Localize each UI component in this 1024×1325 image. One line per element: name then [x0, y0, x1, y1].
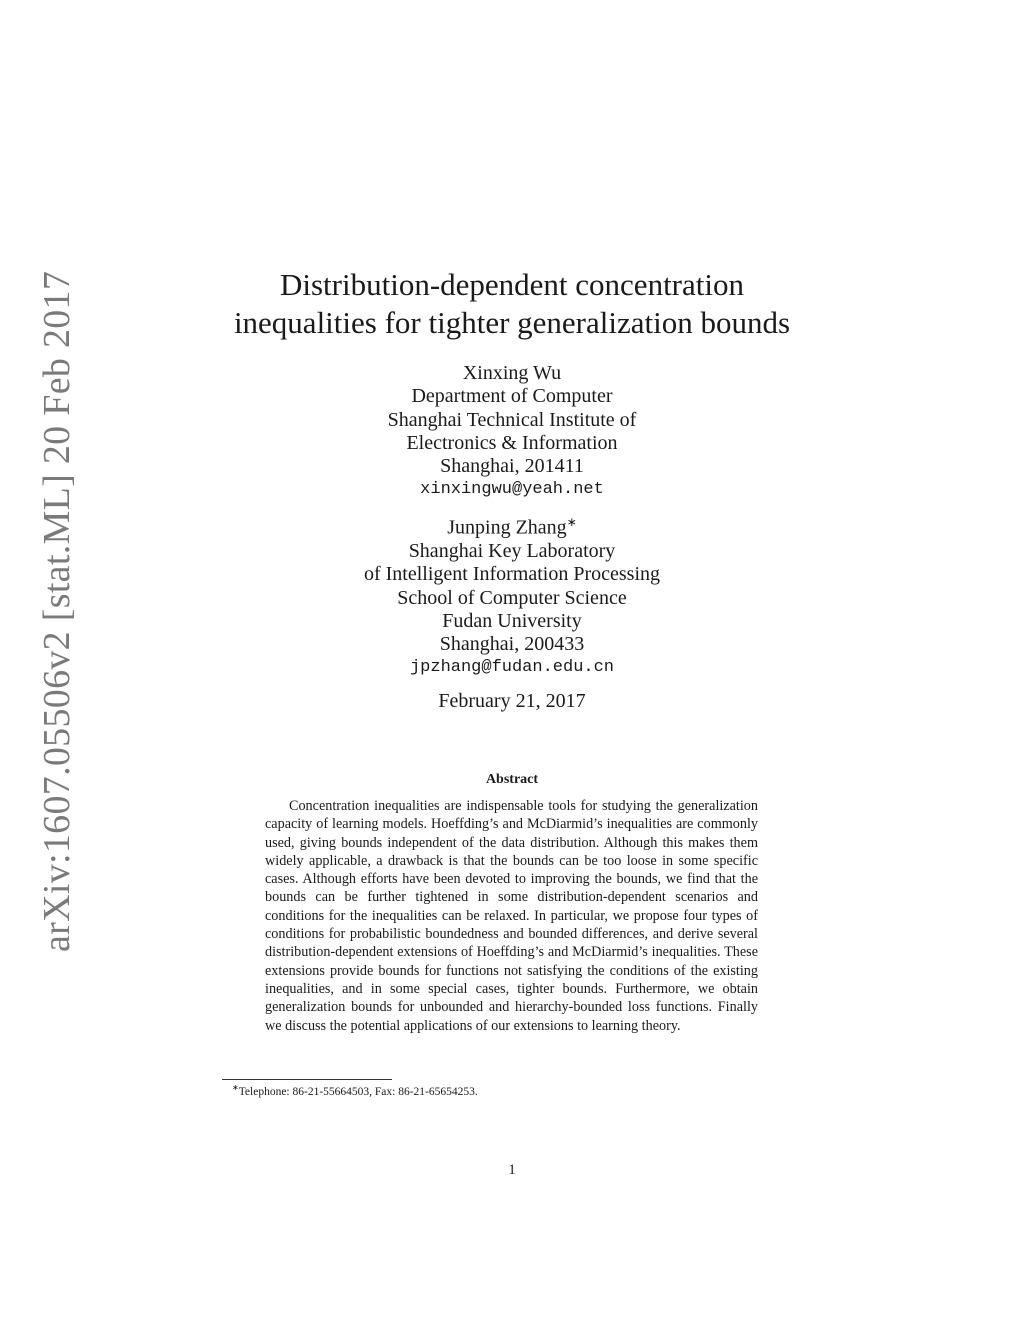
paper-title	[150, 266, 874, 342]
affiliation-line: Department of Computer	[411, 385, 613, 408]
author-block-2	[150, 511, 874, 680]
affiliation-line: of Intelligent Information Processing	[363, 563, 661, 586]
title-line-1: Distribution-dependent concentration	[279, 267, 744, 302]
author-block-1	[150, 362, 874, 502]
author-email[interactable]: jpzhang@fudan.edu.cn	[409, 658, 615, 678]
footnote	[232, 1083, 478, 1098]
abstract-text: Concentration inequalities are indispensable tools for studying the generalization capacity of learning models. Hoeffding’s and McDiarmid’s inequalities are commonly used, giving bounds independent of the data distribution. Although this makes them widely applicable, a drawback is that the bounds can be too loose in some specific cases. Although efforts have been devoted to improving the bounds, we find that the bounds can be further tightened in some distribution-dependent scenarios and conditions for the inequalities can be relaxed. In particular, we propose four types of conditions for probabilistic boundedness and bounded differences, and derive several distribution-dependent extensions of Hoeffding’s and McDiarmid’s inequalities. These extensions provide bounds for functions not satisfying the conditions of the existing inequalities, and in some special cases, tighter bounds. Furthermore, we obtain generalization bounds for unbounded and hierarchy-bounded loss functions. Finally we discuss the potential applications of our extensions to learning theory.	[265, 798, 758, 1034]
affiliation-line: Fudan University	[442, 609, 582, 632]
page-number: 1	[508, 1162, 516, 1178]
affiliation-line: Shanghai, 201411	[440, 455, 584, 478]
paper-date: February 21, 2017	[438, 690, 586, 712]
author-name: Xinxing Wu	[462, 362, 562, 384]
abstract-heading: Abstract	[485, 772, 539, 787]
footnote-marker: ∗	[566, 515, 577, 529]
affiliation-line: Shanghai Key Laboratory	[408, 539, 616, 562]
footnote-divider	[222, 1079, 392, 1080]
affiliation-line: School of Computer Science	[397, 586, 627, 609]
affiliation-line: Electronics & Information	[406, 431, 618, 454]
author-name	[150, 511, 874, 540]
footnote-marker: ∗	[232, 1083, 239, 1092]
footnote-text: Telephone: 86-21-55664503, Fax: 86-21-65654253.	[238, 1085, 478, 1098]
affiliation-line: Shanghai, 200433	[439, 633, 585, 656]
author-email[interactable]: xinxingwu@yeah.net	[420, 480, 604, 500]
affiliation-line: Shanghai Technical Institute of	[387, 408, 637, 431]
arxiv-identifier-stamp: arXiv:1607.05506v2 [stat.ML] 20 Feb 2017	[36, 270, 78, 952]
title-line-2: inequalities for tighter generalization bounds	[233, 305, 791, 340]
author-name-text: Junping Zhang	[447, 516, 567, 539]
